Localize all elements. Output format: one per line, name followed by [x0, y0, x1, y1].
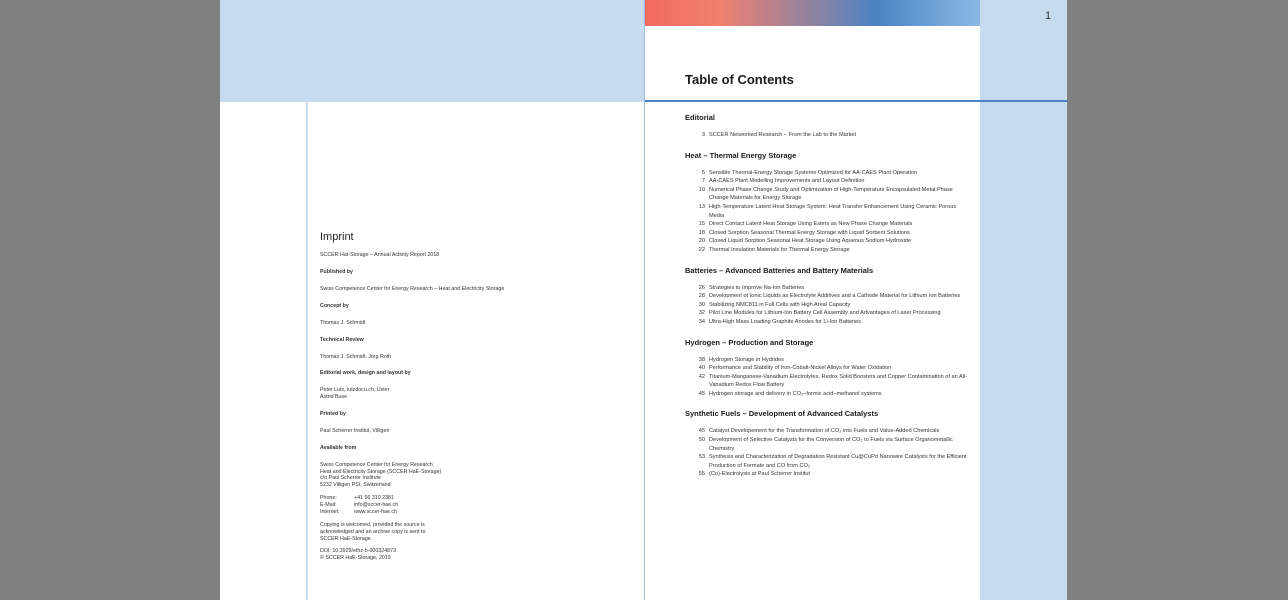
toc-entry[interactable] — [685, 373, 975, 390]
toc-entry[interactable] — [685, 229, 975, 238]
address-line: 5232 Villigen PSI, Switzerland — [320, 482, 391, 489]
toc-entry[interactable] — [685, 292, 975, 301]
toc-section-title: Editorial — [685, 113, 716, 122]
side-strip — [980, 0, 1067, 600]
toc-section-title: Batteries – Advanced Batteries and Battery Materials — [685, 265, 874, 275]
toc-entry-page: 45 — [698, 428, 705, 435]
published-by-label: Published by — [320, 269, 353, 276]
toc-entry[interactable] — [685, 390, 975, 399]
toc-entry-page: 15 — [698, 221, 705, 228]
toc-entry-page: 45 — [698, 390, 705, 397]
toc-section — [685, 151, 975, 255]
toc-entry-page: 32 — [698, 310, 705, 317]
toc-title: Table of Contents — [685, 72, 794, 87]
review: Thomas J. Schmidt, Jörg Roth — [320, 353, 392, 360]
copy-line: Copying is welcomed, provided the source is — [320, 521, 425, 528]
toc-entry-page: 10 — [698, 186, 705, 193]
toc-entry[interactable] — [685, 301, 975, 310]
imprint-block — [320, 230, 620, 562]
toc-entry-title: Direct Contact Latent Heat Storage Using Esters as New Phase Change Materials — [709, 221, 913, 228]
review-label: Technical Review — [320, 336, 364, 343]
toc-entry-page: 34 — [698, 318, 705, 325]
website-link[interactable]: www.sccer-hae.ch — [354, 508, 397, 515]
address-line: Heat and Electricity Storage (SCCER HaE-Storage) — [320, 468, 442, 475]
contact-block — [320, 495, 620, 516]
page-number: 1 — [1045, 10, 1052, 22]
available-label: Available from — [320, 444, 357, 451]
concept-label: Concept by — [320, 302, 349, 309]
toc-entry[interactable] — [685, 436, 975, 453]
toc-entry[interactable] — [685, 177, 975, 186]
address-line: c/o Paul Scherrer Institute — [320, 475, 381, 482]
toc-entry-title: Development of Selective Catalysts for the Conversion of CO₂ to Fuels via Surface Organometallic Chemistry — [709, 437, 953, 452]
email-link[interactable]: info@sccer-hae.ch — [354, 502, 399, 509]
toc-entry[interactable] — [685, 246, 975, 255]
contact-row-internet — [320, 509, 620, 516]
editorial-line: Peter Lutz, lutzdocu.ch, Uster — [320, 387, 390, 394]
toc-entry[interactable] — [685, 131, 975, 140]
toc-entry-title: Synthesis and Characterization of Degradation Resistant Cu@CuPd Nanowire Catalysts for the Efficient Production of Formate and CO from CO₂ — [709, 454, 967, 469]
toc-entry-page: 30 — [698, 301, 705, 308]
toc-entry-title: Ultra-High Mass Loading Graphite Anodes for Li-Ion Batteries — [709, 318, 862, 325]
toc-entry-title: Pilot Line Modules for Lithium-Ion Battery Cell Assembly and Advantages of Laser Processing — [709, 310, 941, 317]
toc-entry-title: (Co)-Electrolysis at Paul Scherrer Institut — [709, 471, 811, 478]
copy-line: SCCER HaE-Storage. — [320, 535, 373, 542]
toc-section — [685, 409, 975, 479]
toc-entry-title: Performance and Stability of Iron-Cobalt-Nickel Alloys for Water Oxidation — [709, 365, 892, 372]
toc-entry-page: 53 — [698, 454, 705, 461]
toc-entry[interactable] — [685, 237, 975, 246]
toc-entry-title: Thermal Insulation Materials for Thermal Energy Storage — [709, 246, 850, 253]
imprint-page — [220, 0, 645, 600]
copy-line: acknowledged and an archive copy is sent to — [320, 528, 426, 535]
toc-entry-page: 50 — [698, 437, 705, 444]
toc-entry[interactable] — [685, 203, 975, 220]
toc-entry-page: 22 — [698, 246, 705, 253]
toc-entry-title: Titanium-Manganese-Vanadium Electrolytes, Redox Solid Boosters and Copper Contamination of an All-Vanadium Redox Flow Battery — [709, 373, 968, 389]
header-band — [220, 0, 644, 102]
toc-entry-title: SCCER Networked Research – From the Lab to the Market — [709, 132, 857, 138]
toc-entry-title: Closed Sorption Seasonal Thermal Energy Storage with Liquid Sorbent Solutions — [709, 229, 910, 236]
toc-entry-title: Sensible Thermal-Energy Storage Systems Optimized for AA-CAES Plant Operation — [709, 169, 918, 176]
toc-entry-title: Stabilizing NMC811 in Full Cells with High Areal Capacity — [709, 301, 851, 308]
contact-label: Phone: — [320, 495, 337, 502]
address-line: Swiss Competence Center for Energy Research — [320, 461, 433, 468]
toc-entry-title: Strategies to Improve Na-Ion Batteries — [709, 284, 805, 291]
imprint-title: Imprint — [320, 231, 354, 243]
toc-entry-title: AA-CAES Plant Modelling Improvements and Layout Definition — [709, 178, 865, 185]
editorial-label: Editorial work, design and layout by — [320, 370, 411, 377]
copyright: © SCCER HaE-Storage, 2019 — [320, 555, 391, 562]
copy-notice — [320, 522, 620, 543]
published-by: Swiss Competence Center for Energy Research – Heat and Electricity Storage — [320, 286, 505, 293]
toc-entry[interactable] — [685, 309, 975, 318]
toc-entry-title: Closed Liquid Sorption Seasonal Heat Storage Using Aqueous Sodium Hydroxide — [709, 238, 912, 245]
toc-divider — [645, 100, 1067, 102]
toc-entry-page: 40 — [698, 365, 705, 372]
toc-section-title: Heat – Thermal Energy Storage — [685, 150, 797, 160]
toc-section-title: Hydrogen – Production and Storage — [685, 337, 814, 347]
toc-entry-page: 7 — [701, 178, 705, 185]
toc-entry-page: 28 — [698, 293, 705, 300]
doi: DOI: 10.3929/ethz-b-000324873 — [320, 548, 396, 555]
printed: Paul Scherrer Institut, Villigen — [320, 427, 390, 434]
toc-entry-page: 55 — [698, 471, 705, 478]
toc-entry-title: Catalyst Developement for the Transformation of CO₂ into Fuels and Value-Added Chemicals — [709, 428, 940, 435]
toc-section — [685, 113, 975, 140]
toc-entry-title: Numerical Phase Change Study and Optimization of High-Temperature Encapsulated Metal Phase Change Materials for Energy Storage — [709, 186, 953, 202]
toc-entry[interactable] — [685, 186, 975, 203]
toc-entry[interactable] — [685, 470, 975, 479]
toc-entry-page: 13 — [698, 203, 705, 210]
address-block — [320, 462, 620, 490]
editorial-line: Astrid Buse — [320, 394, 348, 401]
toc-entry-page: 20 — [698, 238, 705, 245]
toc-entry[interactable] — [685, 453, 975, 470]
contact-row-phone — [320, 495, 620, 502]
toc-entry-title: Development of Ionic Liquids as Electrolyte Additives and a Cathode Material for Lithium Ion Batteries — [709, 293, 961, 300]
toc-section — [685, 266, 975, 327]
toc-entry[interactable] — [685, 284, 975, 293]
contact-label: Internet: — [320, 508, 340, 515]
toc-page — [645, 0, 1067, 600]
toc-entry-title: Hydrogen storage and delivery in CO₂–formic acid–methanol systems — [709, 390, 882, 397]
concept: Thomas J. Schmidt — [320, 319, 366, 326]
toc-section-title: Synthetic Fuels – Development of Advanced Catalysts — [685, 409, 879, 419]
contact-value: +41 56 310 2381 — [354, 495, 394, 502]
report-name: SCCER Hat-Storage – Annual Activity Report 2018 — [320, 252, 440, 259]
toc-entry-page: 26 — [698, 284, 705, 291]
contact-label: E-Mail: — [320, 502, 337, 509]
toc-entry[interactable] — [685, 356, 975, 365]
toc-section — [685, 338, 975, 399]
toc-entry-page: 5 — [701, 169, 705, 176]
toc-entry[interactable] — [685, 364, 975, 373]
toc-entry-page: 42 — [698, 373, 705, 380]
toc-entry[interactable] — [685, 169, 975, 178]
contact-row-email — [320, 502, 620, 509]
margin-line — [306, 102, 308, 600]
toc-entry-title: Hydrogen Storage in Hydrides — [709, 356, 784, 363]
toc-list — [685, 113, 975, 490]
toc-entry[interactable] — [685, 220, 975, 229]
toc-entry[interactable] — [685, 318, 975, 327]
toc-entry-page: 18 — [698, 229, 705, 236]
toc-entry[interactable] — [685, 427, 975, 436]
toc-entry-page: 3 — [701, 132, 705, 138]
printed-label: Printed by — [320, 411, 346, 418]
toc-entry-page: 38 — [698, 356, 705, 363]
toc-entry-title: High-Temperature Latent Heat Storage System: Heat Transfer Enhancement Using Ceramic Porous Media — [709, 203, 957, 219]
